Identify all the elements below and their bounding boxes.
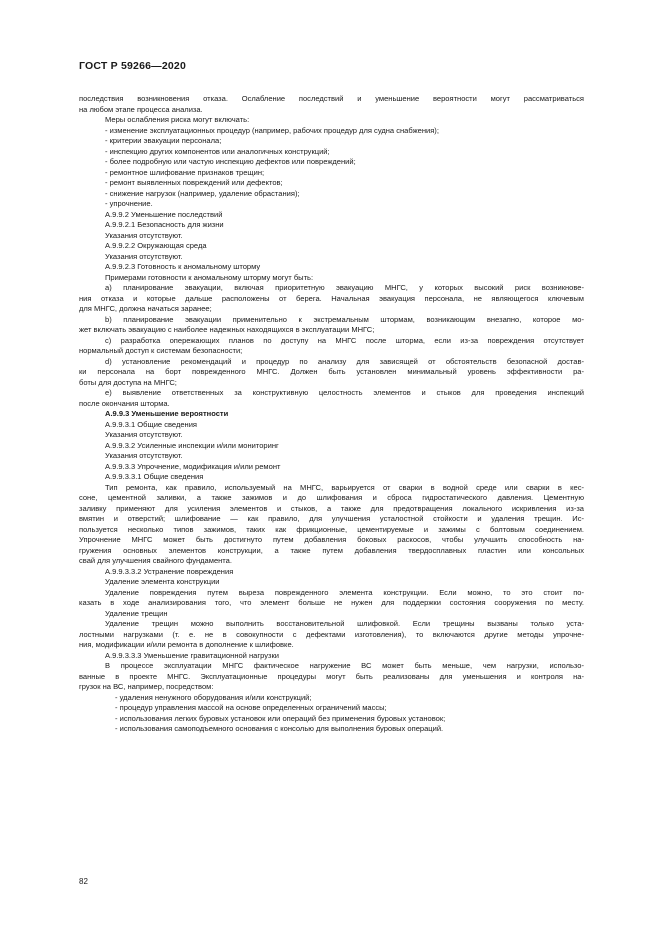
text-line: А.9.9.3.2 Усиленные инспекции и/или мониторинг — [105, 440, 279, 450]
text-line: - снижение нагрузок (например, удаление обрастания); — [105, 188, 300, 198]
text-line: - использования самоподъемного основания с консолью для выполнения буровых операций. — [115, 724, 444, 733]
text-line: А.9.9.2.2 Окружающая среда — [105, 241, 207, 250]
text-line: А.9.9.2 Уменьшение последствий — [105, 209, 223, 219]
text-line: А.9.9.3.3.3 Уменьшение гравитационной нагрузки — [105, 650, 279, 660]
text-line: Удаление трещин — [105, 608, 168, 618]
text-line: - ремонтное шлифование признаков трещин; — [105, 167, 265, 177]
text-line: а) планирование эвакуации, включая приоритетную эвакуацию МНГС, у которых высокий риск возникнове- — [105, 283, 584, 292]
text-line: - изменение эксплуатационных процедур (например, рабочих процедур для судна снабжения); — [105, 125, 439, 135]
text-line: Указания отсутствуют. — [105, 251, 183, 261]
text-line: ки персонала на борт поврежденного МНГС. Должен быть установлен минимальный уровень эффективности ра- — [79, 367, 584, 376]
text-line: А.9.9.3.3.2 Устранение повреждения — [105, 566, 234, 576]
page-body-text — [79, 94, 584, 735]
text-line: с) разработка опережающих планов по доступу на МНГС после шторма, если из-за повреждения отсутствует — [105, 335, 584, 345]
text-line: лостными нагрузками (т. е. не в совокупности с дефектами изготовления), то включаются другие методы упрочне- — [79, 629, 584, 639]
text-line: b) планирование эвакуации применительно к экстремальным штормам, возникающим внезапно, которое мо- — [105, 314, 584, 324]
text-line: боты для доступа на МНГС; — [79, 377, 177, 387]
text-line: А.9.9.2.3 Готовность к аномальному шторму — [105, 262, 261, 271]
text-line: на любом этапе процесса анализа. — [79, 104, 203, 114]
text-line: Удаление повреждения путем выреза поврежденного элемента конструкции. Если можно, то это стоит по- — [105, 587, 584, 597]
text-line: Удаление элемента конструкции — [105, 577, 220, 586]
text-line: А.9.9.2.1 Безопасность для жизни — [105, 220, 224, 229]
text-line: Примерами готовности к аномальному шторму могут быть: — [105, 272, 314, 282]
text-line: - упрочнение. — [105, 199, 153, 208]
text-line: А.9.9.3.3 Упрочнение, модификация и/или ремонт — [105, 461, 281, 471]
page-number: 82 — [79, 877, 88, 886]
text-line: ния, модификации и/или ремонта в дополнение к шлифовке. — [79, 640, 294, 649]
text-line: А.9.9.3.1 Общие сведения — [105, 419, 198, 429]
text-line: - процедур управления массой на основе определенных ограничений массы; — [115, 703, 387, 712]
text-line: ванные в проекте МНГС. Эксплуатационные процедуры могут быть реализованы для уменьшения и контроля на- — [79, 671, 584, 681]
text-line: - более подробную или частую инспекцию дефектов или повреждений; — [105, 157, 356, 166]
text-line: последствия возникновения отказа. Ослабление последствий и уменьшение вероятности могут рассматриваться — [79, 94, 584, 103]
text-line: свай для улучшения свайного фундамента. — [79, 556, 232, 565]
text-line: Тип ремонта, как правило, используемый на МНГС, варьируется от сварки в водной среде или сварки в кес- — [105, 482, 584, 492]
text-line: Удаление трещин можно выполнить восстановительной шлифовкой. Если трещины вызваны только уста- — [105, 619, 584, 628]
text-line: В процессе эксплуатации МНГС фактическое нагружение ВС может быть меньше, чем нагрузки, использо- — [105, 661, 584, 670]
text-line: жет включать эвакуацию с наиболее надежных находящихся в эксплуатации МНГС; — [79, 325, 375, 334]
text-line: А.9.9.3.3.1 Общие сведения — [105, 472, 204, 481]
text-line: для МНГС, должна начаться заранее; — [79, 304, 212, 313]
text-line: - ремонт выявленных повреждений или дефектов; — [105, 178, 283, 187]
text-line: пользуется несколько типов зажимов, таких как фрикционные, цементируемые и зажимы с болтовым соединением. — [79, 524, 584, 534]
standard-header: ГОСТ Р 59266—2020 — [79, 60, 187, 72]
text-line: после окончания шторма. — [79, 398, 170, 408]
text-line: заливку применяют для усиления элементов и стыков, а также для предотвращения локального искривления из-за — [79, 503, 584, 513]
text-line: ния отказа и которые дальше расположены от берега. Начальная эвакуация персонала, не являющегося ключевым — [79, 293, 584, 303]
text-line: казать в ходе анализирования того, что элемент больше не нужен для поддержки состояния сооружения по месту. — [79, 598, 584, 607]
text-line: Упрочнение МНГС может быть достигнуто путем добавления боковых раскосов, чтобы улучшить способность на- — [79, 535, 584, 544]
text-line: А.9.9.3 Уменьшение вероятности — [105, 409, 229, 418]
text-line: грузок на ВС, например, посредством: — [79, 682, 214, 691]
text-line: гружения основных элементов конструкции, а также путем добавления твердосплавных пластин или консольных — [79, 545, 584, 555]
text-line: - удаления ненужного оборудования и/или конструкций; — [115, 692, 312, 702]
text-line: - инспекцию других компонентов или аналогичных конструкций; — [105, 146, 330, 156]
text-line: d) установление рекомендаций и процедур по анализу для зависящей от обстоятельств безопасной достав- — [105, 356, 584, 366]
text-line: нормальный доступ к системам безопасности; — [79, 346, 243, 355]
text-line: - использования легких буровых установок или операций без применения буровых установок; — [115, 713, 446, 723]
text-line: Указания отсутствуют. — [105, 230, 183, 240]
text-line: Меры ослабления риска могут включать: — [105, 115, 250, 124]
text-line: Указания отсутствуют. — [105, 430, 183, 439]
text-line: е) выявление ответственных за конструктивную целостность элементов и стыков для проведения инспекций — [105, 388, 584, 397]
text-line: соне, цементной заливки, а также зажимов и до шлифования и сброса гидростатического давления. Цементную — [79, 493, 584, 502]
text-line: вмятин и отверстий; шлифование — как правило, для улучшения усталостной стойкости и удаления трещин. Ис- — [79, 514, 584, 523]
text-line: - критерии эвакуации персонала; — [105, 136, 222, 145]
text-line: Указания отсутствуют. — [105, 451, 183, 460]
